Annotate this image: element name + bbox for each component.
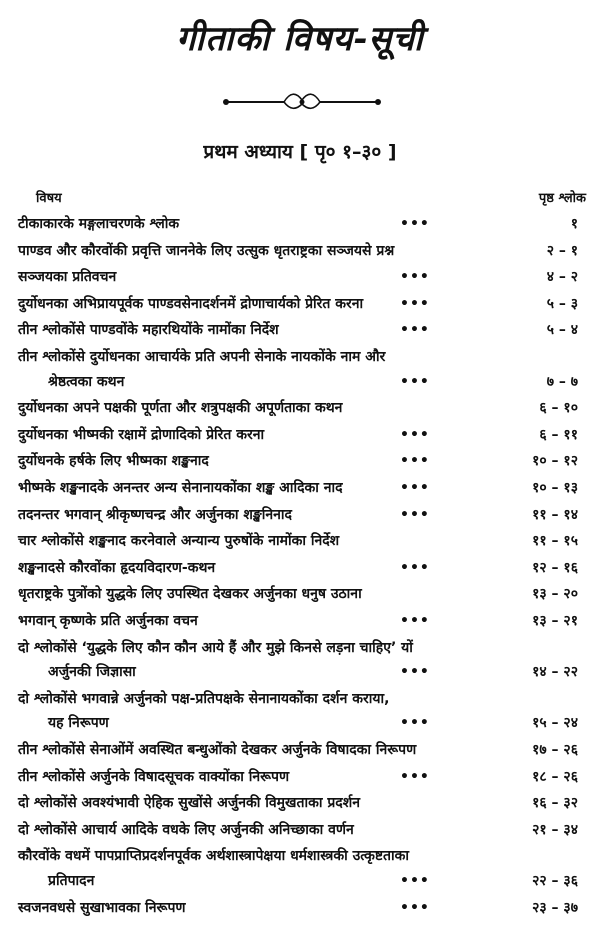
page-shloka-ref: ११ – १५ <box>532 533 578 550</box>
page-shloka-ref: ५ – ४ <box>546 322 578 339</box>
entry-text: तीन श्लोकोंसे पाण्डवोंके महारथियोंके नामोंका निर्देश <box>18 322 279 339</box>
leader-dots: ••• <box>400 506 430 523</box>
leader-dots: ••• <box>400 899 430 916</box>
page-shloka-ref: १० – १३ <box>532 480 578 496</box>
leader-dots: ••• <box>400 269 430 286</box>
page-shloka-column-header: पृष्ठ श्लोक <box>538 191 586 206</box>
leader-dots: ••• <box>400 453 430 470</box>
entry-text: पाण्डव और कौरवोंकी प्रवृत्ति जाननेके लिए उत्सुक धृतराष्ट्रका सञ्जयसे प्रश्न <box>18 242 395 259</box>
page-shloka-ref: १३ – २१ <box>532 613 578 629</box>
page-shloka-ref: १६ – ३२ <box>532 795 578 812</box>
entry-text: दो श्लोकोंसे आचार्य आदिके वधके लिए अर्जुनकी अनिच्छाका वर्णन <box>18 821 354 838</box>
page-shloka-ref: १२ – १६ <box>532 559 578 576</box>
entry-text: चार श्लोकोंसे शङ्खनाद करनेवाले अन्यान्य पुरुषोंके नामोंका निर्देश <box>18 533 340 550</box>
leader-dots: ••• <box>400 480 430 496</box>
leader-dots: ••• <box>400 322 430 339</box>
entry-text: तीन श्लोकोंसे अर्जुनके विषादसूचक वाक्योंका निरूपण <box>18 768 290 785</box>
page-shloka-ref: १० – १२ <box>532 453 578 470</box>
entry-text: दो श्लोकोंसे अवश्यंभावी ऐहिक सुखोंसे अर्जुनकी विमुखताका प्रदर्शन <box>18 795 361 812</box>
leader-dots: ••• <box>400 426 430 443</box>
entry-text: तीन श्लोकोंसे दुर्योधनका आचार्यके प्रति अपनी सेनाके नायकोंके नाम और <box>18 349 386 365</box>
leader-dots: ••• <box>400 559 430 576</box>
page-shloka-ref: १५ – २४ <box>532 715 578 732</box>
page-shloka-ref: ४ – २ <box>546 269 578 286</box>
leader-dots: ••• <box>400 715 430 732</box>
entry-text: तदनन्तर भगवान् श्रीकृष्णचन्द्र और अर्जुनका शङ्खनिनाद <box>18 506 292 523</box>
entry-text: दुर्योधनका अपने पक्षकी पूर्णता और शत्रुपक्षकी अपूर्णताका कथन <box>18 400 343 417</box>
page-shloka-ref: ६ – १० <box>539 400 578 417</box>
entry-text: टीकाकारके मङ्गलाचरणके श्लोक <box>18 216 180 232</box>
entry-text: श्रेष्ठत्वका कथन <box>48 373 125 390</box>
page-shloka-ref: २२ – ३६ <box>532 872 578 889</box>
entry-text: भगवान् कृष्णके प्रति अर्जुनका वचन <box>18 613 198 629</box>
page-shloka-ref: ६ – ११ <box>539 426 578 443</box>
entry-text: भीष्मके शङ्खनादके अनन्तर अन्य सेनानायकोंका शङ्ख आदिका नाद <box>18 480 343 496</box>
page-shloka-ref: ११ – १४ <box>532 506 578 523</box>
page-shloka-ref: १४ – २२ <box>532 664 578 681</box>
entry-text: स्वजनवधसे सुखाभावका निरूपण <box>18 899 186 916</box>
page-shloka-ref: २ – १ <box>546 242 578 259</box>
page-shloka-ref: ७ – ७ <box>546 373 578 390</box>
leader-dots: ••• <box>400 295 430 312</box>
page-shloka-ref: २१ – ३४ <box>532 821 578 838</box>
entry-text: धृतराष्ट्रके पुत्रोंको युद्धके लिए उपस्थित देखकर अर्जुनका धनुष उठाना <box>18 586 362 603</box>
leader-dots: ••• <box>400 872 430 889</box>
ornament-divider <box>222 86 382 114</box>
entry-text: अर्जुनकी जिज्ञासा <box>48 664 136 681</box>
entry-text: तीन श्लोकोंसे सेनाओंमें अवस्थित बन्धुओंको देखकर अर्जुनके विषादका निरूपण <box>18 742 417 758</box>
entry-text: दो श्लोकोंसे भगवान्ने अर्जुनको पक्ष-प्रतिपक्षके सेनानायकोंका दर्शन कराया, <box>18 690 390 707</box>
entry-text: कौरवोंके वधमें पापप्राप्तिप्रदर्शनपूर्वक अर्थशास्त्रापेक्षया धर्मशास्त्रकी उत्कृष्टताका <box>18 848 409 865</box>
entry-text: यह निरूपण <box>48 715 109 732</box>
subject-column-header: विषय <box>36 191 62 206</box>
entry-text: दुर्योधनका अभिप्रायपूर्वक पाण्डवसेनादर्शनमें द्रोणाचार्यको प्रेरित करना <box>18 295 364 312</box>
page-shloka-ref: २३ – ३७ <box>532 899 578 916</box>
page-shloka-ref: १७ – २६ <box>532 742 578 758</box>
leader-dots: ••• <box>400 768 430 785</box>
leader-dots: ••• <box>400 373 430 390</box>
page-title: गीताकी विषय-सूची <box>176 19 424 59</box>
entry-text: प्रतिपादन <box>48 872 95 889</box>
entry-text: दो श्लोकोंसे ‘युद्धके लिए कौन कौन आये हैं और मुझे किनसे लड़ना चाहिए’ यों <box>18 639 413 656</box>
page-shloka-ref: १३ – २० <box>532 586 578 603</box>
entry-text: दुर्योधनका भीष्मकी रक्षामें द्रोणादिको प्रेरित करना <box>18 426 265 443</box>
page-shloka-ref: ५ – ३ <box>546 295 578 312</box>
leader-dots: ••• <box>400 216 430 232</box>
entry-text: दुर्योधनके हर्षके लिए भीष्मका शङ्खनाद <box>18 453 209 470</box>
leader-dots: ••• <box>400 613 430 629</box>
page-shloka-ref: १८ – २६ <box>532 768 578 785</box>
page-shloka-ref: १ <box>570 216 578 232</box>
leader-dots: ••• <box>400 664 430 681</box>
entry-text: शङ्खनादसे कौरवोंका हृदयविदारण-कथन <box>18 559 216 576</box>
entry-text: सञ्जयका प्रतिवचन <box>18 269 117 286</box>
chapter-heading: प्रथम अध्याय [ पृ० १–३० ] <box>203 141 397 163</box>
